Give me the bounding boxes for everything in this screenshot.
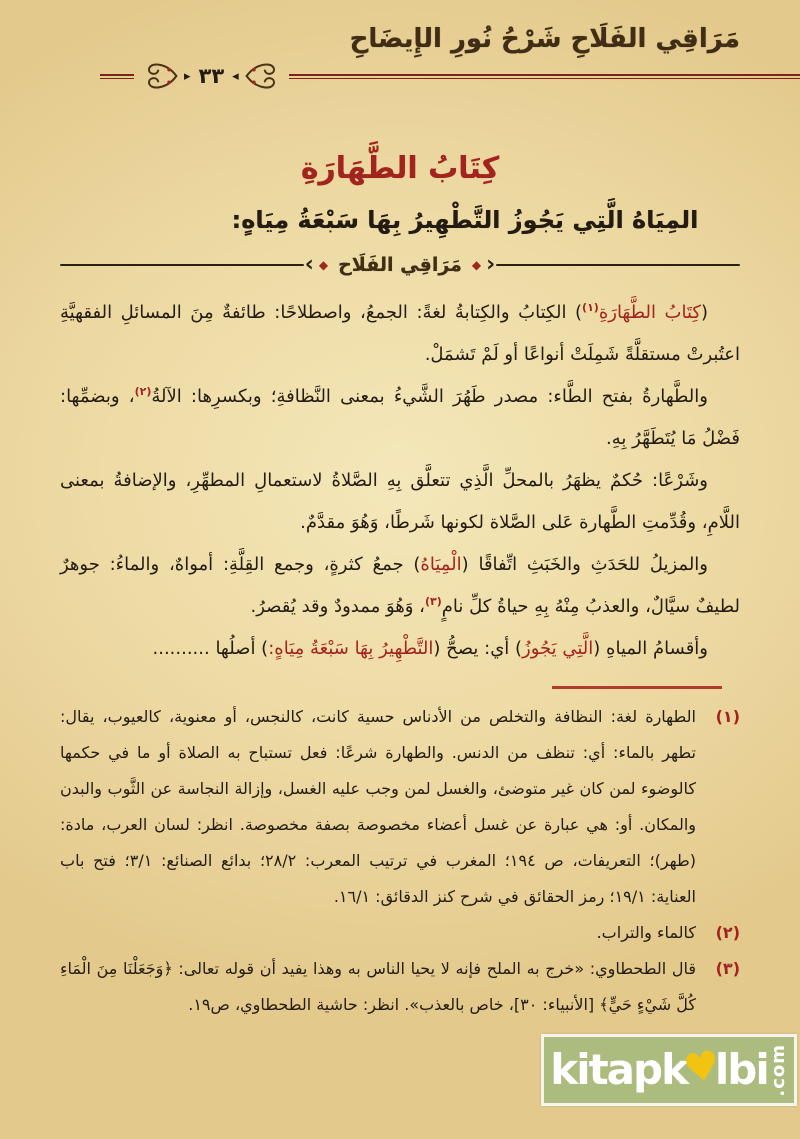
header-calligraphy: مَرَاقِي الفَلَاحِ شَرْحُ نُورِ الإِيضَاحِ xyxy=(349,24,740,54)
footnotes xyxy=(0,699,800,1023)
footnote-number: (٣) xyxy=(715,958,740,978)
section-divider xyxy=(60,254,740,276)
page-number-ornament xyxy=(134,59,289,93)
divider-ornament-text: مَرَاقِي الفَلَاح xyxy=(338,254,462,277)
arrow-icon: ▸ xyxy=(184,68,191,84)
text-segment: الَّتِي يَجُوزُ xyxy=(522,638,594,660)
text-segment: ) جمعُ كثرةٍ، وجمع القِلَّةِ: أمواهٌ، والماءُ: جوهرٌ لطيفٌ سيَّالٌ، والعذبُ مِنْهُ بِهِ حياةُ كلِّ نامٍ xyxy=(60,554,740,618)
paragraph xyxy=(60,628,740,670)
text-segment: ( xyxy=(700,302,709,324)
paragraph xyxy=(60,292,740,376)
footnote-item xyxy=(60,951,740,1023)
footnote-text: قال الطحطاوي: «خرج به الملح فإنه لا يحيا الناس به وهذا يفيد أن قوله تعالى: ﴿وَجَعَلْنَا مِنَ الْمَاءِ كُلَّ شَيْءٍ حَيٍّ﴾ [الأنبياء: ٣٠]، خاص بالعذب». انظر: حاشية الطحطاوي، ص١٩. xyxy=(60,958,696,1014)
text-segment: ) الكِتابُ والكِتابةُ لغةً: الجمعُ، واصطلاحًا: طائفةٌ مِنَ المسائلِ الفقهيَّةِ اعتُبرتْ مستقلَّةً شَمِلَتْ أنواعًا أو لَمْ تَشمَلْ. xyxy=(60,302,740,366)
text-segment: ، وَهُوَ ممدودٌ وقد يُقصرُ. xyxy=(250,596,425,618)
paragraph xyxy=(60,544,740,628)
watermark-text xyxy=(550,1042,768,1094)
text-segment: التَّطْهِيرُ بِهَا سَبْعَةُ مِيَاهٍ: xyxy=(268,638,434,660)
footnote-number: (٢) xyxy=(715,922,740,942)
paragraph xyxy=(60,376,740,460)
page-number: ٣٣ xyxy=(198,64,225,89)
text-segment: والطَّهارةُ بفتح الطَّاء: مصدر طَهُرَ الشَّيءُ بمعنى النَّظافةِ؛ وبكسرِها: الآلةُ xyxy=(151,386,708,408)
text-segment: وأقسامُ المياهِ ( xyxy=(593,638,708,660)
diamond-icon: ◆ xyxy=(471,258,482,273)
footnote-number: (١) xyxy=(715,706,740,726)
footnote-ref: (١) xyxy=(582,301,599,315)
diamond-icon: ◆ xyxy=(318,258,329,273)
footnote-ref: (٢) xyxy=(134,385,152,399)
divider-line xyxy=(496,264,740,266)
watermark xyxy=(541,1034,797,1106)
text-segment: وشَرْعًا: حُكمٌ يظهَرُ بالمحلِّ الَّذِي تتعلَّق بِهِ الصَّلاةُ لاستعمالِ المطهِّرِ، والإضافةُ بمعنى اللَّامِ، وقُدِّمتِ الطَّهارة عَلى الصَّلاة لكونها شَرطًا، وَهُوَ مقدَّمٌ. xyxy=(60,470,740,534)
page-title: كِتَابُ الطَّهَارَةِ xyxy=(300,151,500,187)
chevron-right-icon: › xyxy=(486,252,496,278)
text-segment: والمزيلُ للحَدَثِ والخَبَثِ اتِّفاقًا ( xyxy=(461,554,708,576)
footnote-text: الطهارة لغة: النظافة والتخلص من الأدناس حسية كانت، كالنجس، أو معنوية، كالعيوب، يقال: تطهر بالماء: أي: تنظف من الدنس. والطهارة شرعًا: فعل تستباح به الصلاة أو ما في حكمها كالوضوء لمن كان غير متوضئ، والغسل لمن وجب عليه الغسل، وإزالة النجاسة عن الثَّوب والبدن والمكان. أو: هي عبارة عن غسل أعضاء مخصوصة بصفة مخصوصة. انظر: لسان العرب، مادة: (طهر)؛ التعريفات، ص ١٩٤؛ المغرب في ترتيب المعرب: ٢٨/٢؛ بدائع الصنائع: ٣/١؛ فتح باب العناية: ١٩/١؛ رمز الحقائق في شرح كنز الدقائق: ١٦/١. xyxy=(60,706,697,906)
matn-subtitle: المِيَاهُ الَّتِي يَجُوزُ التَّطْهِيرُ بِهَا سَبْعَةُ مِيَاهٍ: xyxy=(231,206,699,235)
footnote-separator xyxy=(552,686,722,689)
page-header xyxy=(0,0,800,93)
footnote-ref: (٣) xyxy=(425,595,442,609)
footnote-item xyxy=(60,699,740,915)
text-segment: كِتَابُ الطَّهَارَةِ xyxy=(598,302,701,324)
header-rule xyxy=(60,59,800,93)
text-segment: الْمِيَاهُ xyxy=(420,554,462,576)
header-rule-line xyxy=(289,74,800,79)
footnote-item xyxy=(60,915,740,951)
flourish-icon xyxy=(243,59,283,93)
header-rule-stub xyxy=(100,74,134,79)
paragraph xyxy=(60,460,740,544)
chevron-left-icon: ‹ xyxy=(304,252,314,278)
watermark-brand-right: lbi xyxy=(714,1045,768,1094)
heart-icon: ♥ xyxy=(680,1042,722,1094)
text-segment: ، وبضمِّها: فَضْلُ مَا يُتَطَهَّرُ بِهِ. xyxy=(60,386,740,450)
divider-line xyxy=(60,264,304,266)
text-segment: ) أصلُها .......... xyxy=(152,638,269,660)
flourish-icon xyxy=(140,59,180,93)
arrow-icon: ◂ xyxy=(232,68,239,84)
watermark-tld: .com xyxy=(767,1043,789,1097)
body-text xyxy=(0,276,800,670)
watermark-brand-left: kitapk xyxy=(550,1045,688,1094)
footnote-text: كالماء والتراب. xyxy=(596,922,696,942)
text-segment: ) أي: يصحُّ ( xyxy=(433,638,523,660)
